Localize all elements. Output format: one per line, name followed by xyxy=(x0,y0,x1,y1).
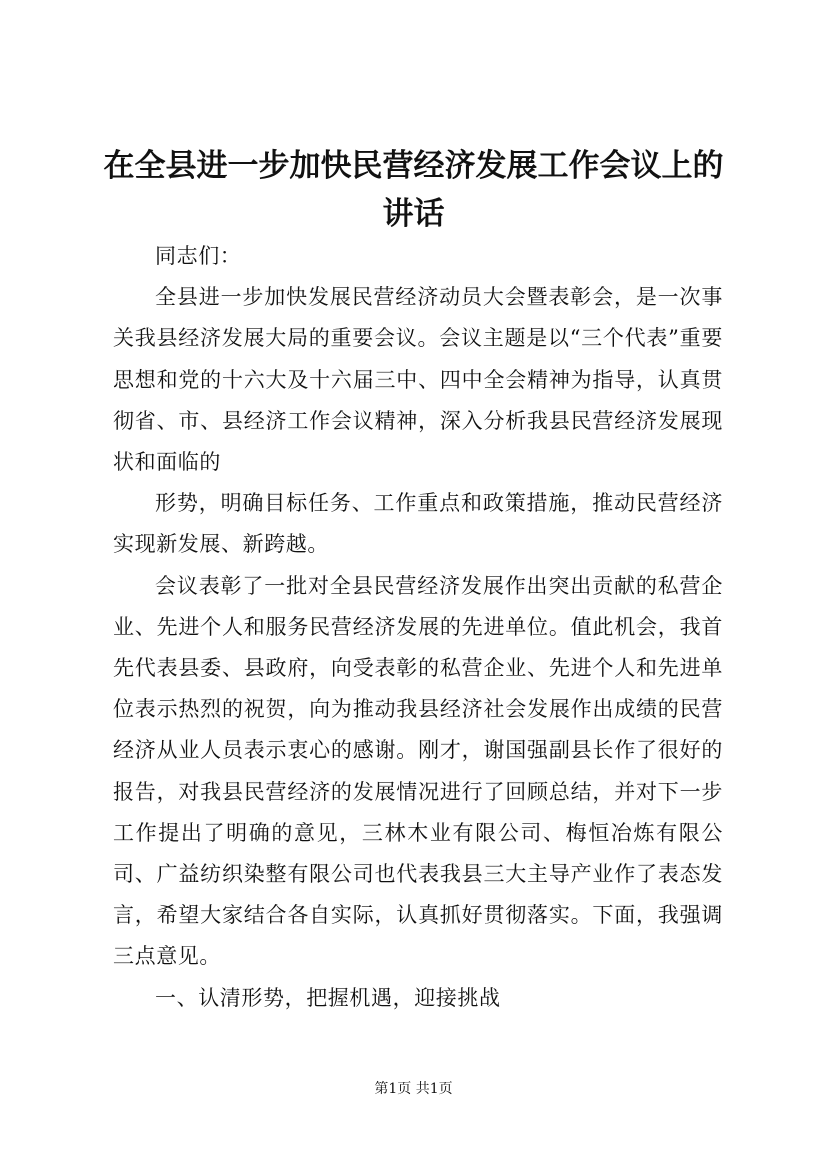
paragraph-intro: 全县进一步加快发展民营经济动员大会暨表彰会，是一次事关我县经济发展大局的重要会议。会议主题是以“三个代表”重要思想和党的十六大及十六届三中、四中全会精神为指导，认真贯彻省、市、县经济工作会议精神，深入分析我县民营经济发展现状和面临的 xyxy=(113,285,723,475)
paragraph-salutation: 同志们： xyxy=(155,244,242,268)
paragraph-commendation: 会议表彰了一批对全县民营经济发展作出突出贡献的私营企业、先进个人和服务民营经济发展的先进单位。值此机会，我首先代表县委、县政府，向受表彰的私营企业、先进个人和先进单位表示热烈的祝贺，向为推动我县经济社会发展作出成绩的民营经济从业人员表示衷心的感谢。刚才，谢国强副县长作了很好的报告，对我县民营经济的发展情况进行了回顾总结，并对下一步工作提出了明确的意见，三林木业有限公司、梅恒冶炼有限公司、广益纺织染整有限公司也代表我县三大主导产业作了表态发言，希望大家结合各自实际，认真抓好贯彻落实。下面，我强调三点意见。 xyxy=(113,573,723,969)
document-title: 在全县进一步加快民营经济发展工作会议上的讲话 xyxy=(103,148,724,232)
document-body xyxy=(113,236,723,1019)
page-footer: 第1页 共1页 xyxy=(374,1081,453,1097)
section-heading-1: 一、认清形势，把握机遇，迎接挑战 xyxy=(155,985,501,1010)
paragraph-intro-continued: 形势，明确目标任务、工作重点和政策措施，推动民营经济实现新发展、新跨越。 xyxy=(113,491,723,557)
